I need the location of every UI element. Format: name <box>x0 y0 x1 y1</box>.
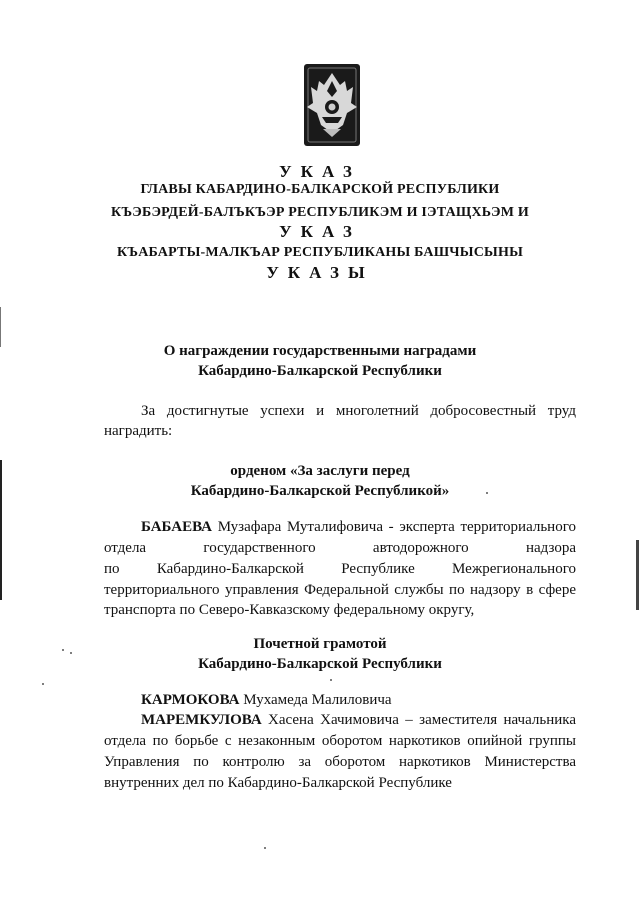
scan-edge-mark <box>0 307 1 347</box>
award1-line5: транспорта по Северо-Кавказскому федеральному округу, <box>104 602 475 618</box>
intro-line1: За достигнутые успехи и многолетний добросовестный труд <box>141 403 576 419</box>
award1-recipient-line1 <box>141 519 576 536</box>
order-heading-line2: Кабардино-Балкарской Республикой» <box>190 483 450 499</box>
award1-line2: отдела государственного автодорожного надзора <box>104 540 576 556</box>
decree-title-ru: УКАЗ <box>279 162 361 181</box>
coat-of-arms-emblem <box>303 63 361 147</box>
decree-issuer-kbd: КЪЭБЭРДЕЙ-БАЛЪКЪЭР РЕСПУБЛИКЭМ И ӀЭТАЩХЬЭМ И <box>111 205 529 220</box>
award2-recipient1 <box>141 692 576 709</box>
award2-recipient2-desc: Хасена Хачимовича – заместителя начальника <box>261 712 576 728</box>
award2-line4: внутренних дел по Кабардино-Балкарской Республике <box>104 775 452 791</box>
decree-title-krc: УКАЗЫ <box>266 263 374 282</box>
award2-recipient1-name: КАРМОКОВА <box>141 692 240 708</box>
decree-title-kbd: УКАЗ <box>279 222 361 241</box>
decree-issuer-ru: ГЛАВЫ КАБАРДИНО-БАЛКАРСКОЙ РЕСПУБЛИКИ <box>140 182 500 197</box>
decree-subject-line1: О награждении государственными наградами <box>163 343 477 359</box>
intro-line2: наградить: <box>104 423 173 439</box>
scan-speck <box>42 683 44 685</box>
award1-recipient-name: БАБАЕВА <box>141 519 213 535</box>
award1-line4: территориального управления Федеральной службы по надзору в сфере <box>104 582 576 598</box>
award2-line2: отдела по борьбе с незаконным оборотом наркотиков опийной группы <box>104 733 576 749</box>
scan-speck <box>486 492 488 494</box>
scan-speck <box>62 649 64 651</box>
order-heading-line1: орденом «За заслуги перед <box>230 463 410 479</box>
award2-recipient2-line1 <box>141 712 576 729</box>
scan-edge-mark <box>636 540 639 610</box>
decree-subject-line2: Кабардино-Балкарской Республики <box>198 363 442 379</box>
award2-recipient1-desc: Мухамеда Малиловича <box>239 692 392 708</box>
diploma-heading-line2: Кабардино-Балкарской Республики <box>198 656 442 672</box>
award1-line3: по Кабардино-Балкарской Республике Межрегионального <box>104 561 576 577</box>
scan-speck <box>70 652 72 654</box>
coat-of-arms-icon <box>303 63 361 147</box>
award2-line3: Управления по контролю за оборотом наркотиков Министерства <box>104 754 576 770</box>
scan-speck <box>264 847 266 849</box>
award1-recipient-desc: Музафара Муталифовича - эксперта территориального <box>212 519 576 535</box>
diploma-heading-line1: Почетной грамотой <box>253 636 387 652</box>
decree-issuer-krc: КЪАБАРТЫ-МАЛКЪАР РЕСПУБЛИКАНЫ БАШЧЫСЫНЫ <box>116 245 524 260</box>
scan-edge-mark <box>0 460 2 600</box>
award2-recipient2-name: МАРЕМКУЛОВА <box>141 712 262 728</box>
scan-speck <box>330 679 332 681</box>
